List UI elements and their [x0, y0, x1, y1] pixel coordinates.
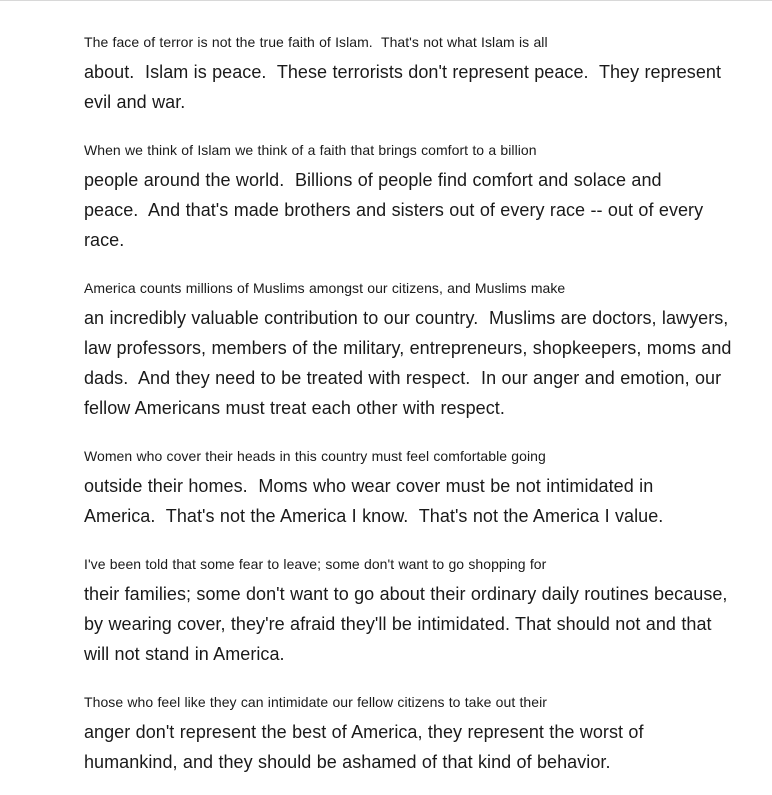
paragraph: [60, 687, 750, 777]
paragraph-line: America counts millions of Muslims amongst our citizens, and Muslims make: [84, 280, 566, 296]
paragraph-line: fellow Americans must treat each other with respect.: [84, 398, 505, 418]
paragraph-line: by wearing cover, they're afraid they'll be intimidated. That should not and that: [84, 614, 712, 634]
paragraph-line: Those who feel like they can intimidate our fellow citizens to take out their: [84, 694, 547, 710]
paragraph-line: law professors, members of the military, entrepreneurs, shopkeepers, moms and: [84, 338, 732, 358]
paragraph-line: anger don't represent the best of America, they represent the worst of: [84, 722, 644, 742]
paragraph-line: people around the world. Billions of people find comfort and solace and: [84, 170, 662, 190]
paragraph-line: The face of terror is not the true faith of Islam. That's not what Islam is all: [84, 34, 548, 50]
paragraph-line: an incredibly valuable contribution to our country. Muslims are doctors, lawyers,: [84, 308, 729, 328]
paragraph: [60, 549, 750, 669]
article-body: [60, 27, 750, 795]
top-divider: [0, 0, 772, 1]
paragraph-line: about. Islam is peace. These terrorists don't represent peace. They represent: [84, 62, 722, 82]
paragraph: [60, 273, 750, 423]
paragraph-line: humankind, and they should be ashamed of that kind of behavior.: [84, 752, 611, 772]
paragraph-line: Women who cover their heads in this country must feel comfortable going: [84, 448, 546, 464]
paragraph-line: peace. And that's made brothers and sisters out of every race -- out of every: [84, 200, 704, 220]
paragraph-line: their families; some don't want to go about their ordinary daily routines because,: [84, 584, 728, 604]
paragraph: [60, 441, 750, 531]
paragraph-line: race.: [84, 230, 125, 250]
paragraph-line: When we think of Islam we think of a faith that brings comfort to a billion: [84, 142, 537, 158]
paragraph-line: I've been told that some fear to leave; some don't want to go shopping for: [84, 556, 547, 572]
paragraph-line: will not stand in America.: [84, 644, 285, 664]
paragraph-line: evil and war.: [84, 92, 186, 112]
paragraph-line: outside their homes. Moms who wear cover must be not intimidated in: [84, 476, 654, 496]
paragraph-line: dads. And they need to be treated with respect. In our anger and emotion, our: [84, 368, 722, 388]
paragraph: [60, 27, 750, 117]
paragraph: [60, 135, 750, 255]
paragraph-line: America. That's not the America I know. That's not the America I value.: [84, 506, 664, 526]
